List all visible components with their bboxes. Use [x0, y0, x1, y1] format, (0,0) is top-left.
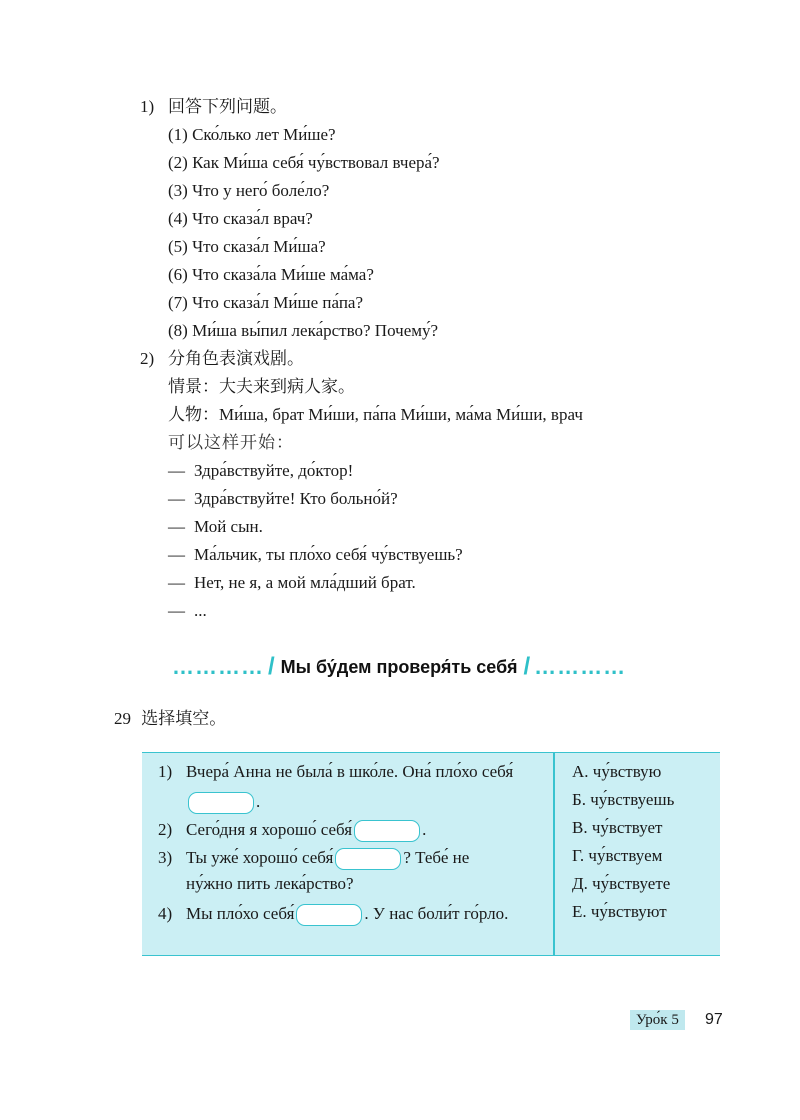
lesson-badge: Уро́к 5 — [630, 1010, 685, 1030]
exercise-box — [142, 752, 720, 956]
task2-characters: 人物：Ми́ша, брат Ми́ши, па́па Ми́ши, ма́ма Ми́ши, врач — [168, 405, 583, 424]
dialogue-text: Нет, не я, а мой мла́дший брат. — [194, 573, 416, 592]
answer-blank-4[interactable] — [296, 904, 362, 926]
question-2: (2) Как Ми́ша себя́ чу́вствовал вчера́? — [168, 153, 440, 172]
dialogue-text: Здра́вствуйте, до́ктор! — [194, 461, 354, 480]
item-3-line — [186, 847, 469, 870]
dialogue-text: Ма́льчик, ты пло́хо себя́ чу́вствуешь? — [194, 545, 463, 564]
section-heading — [172, 652, 672, 682]
item-3-line2: ну́жно пить лека́рство? — [186, 874, 354, 893]
exercise-title: 选择填空。 — [141, 709, 227, 728]
item-1-after: . — [256, 792, 261, 811]
task2-number: 2) — [140, 349, 155, 368]
section-dots-right: ………… — [534, 654, 627, 679]
item-3-number: 3) — [158, 848, 173, 867]
task2-start-hint: 可以这样开始： — [168, 433, 294, 452]
dialogue-dash: — — [168, 545, 185, 564]
section-slash-left: / — [268, 653, 275, 680]
question-6: (6) Что сказа́ла Ми́ше ма́ма? — [168, 265, 374, 284]
item-2-text: Сего́дня я хорошо́ себя́ — [186, 820, 353, 839]
dialogue-text: Мой сын. — [194, 517, 263, 536]
item-2-line — [186, 819, 426, 842]
section-dots-left: ………… — [172, 654, 264, 679]
dialogue-dash: — — [168, 489, 185, 508]
task1-title: 回答下列问题。 — [168, 97, 287, 116]
dialogue-line-5 — [168, 572, 416, 594]
option-v: В. чу́вствует — [572, 818, 663, 837]
dialogue-text: ... — [194, 601, 207, 620]
dialogue-line-3 — [168, 516, 263, 538]
question-4: (4) Что сказа́л врач? — [168, 209, 313, 228]
dialogue-line-2 — [168, 488, 398, 510]
task1-number: 1) — [140, 97, 155, 116]
question-7: (7) Что сказа́л Ми́ше па́па? — [168, 293, 364, 312]
item-1-number: 1) — [158, 762, 173, 781]
option-g: Г. чу́вствуем — [572, 846, 663, 865]
section-title: Мы бу́дем проверя́ть себя́ — [280, 656, 518, 677]
task2-title: 分角色表演戏剧。 — [168, 349, 304, 368]
exercise-number: 29 — [114, 709, 131, 728]
page-number: 97 — [705, 1011, 723, 1028]
item-3-after: ? Тебе́ не — [403, 848, 470, 867]
dialogue-dash: — — [168, 461, 185, 480]
item-4-line — [186, 903, 508, 926]
item-2-after: . — [422, 820, 427, 839]
question-1: (1) Ско́лько лет Ми́ше? — [168, 125, 336, 144]
question-3: (3) Что у него́ боле́ло? — [168, 181, 330, 200]
question-8: (8) Ми́ша вы́пил лека́рство? Почему́? — [168, 321, 439, 340]
dialogue-dash: — — [168, 601, 185, 620]
question-5: (5) Что сказа́л Ми́ша? — [168, 237, 326, 256]
task2-scene: 情景：大夫来到病人家。 — [168, 377, 355, 396]
item-4-after: . У нас боли́т го́рло. — [364, 904, 509, 923]
dialogue-line-6 — [168, 600, 207, 622]
item-3-text: Ты уже́ хорошо́ себя́ — [186, 848, 334, 867]
section-slash-right: / — [523, 653, 531, 680]
option-a: А. чу́вствую — [572, 762, 662, 781]
dialogue-dash: — — [168, 517, 185, 536]
item-1-text: Вчера́ Анна не была́ в шко́ле. Она́ пло́хо себя́ — [186, 762, 514, 781]
answer-blank-2[interactable] — [354, 820, 420, 842]
dialogue-text: Здра́вствуйте! Кто больно́й? — [194, 489, 398, 508]
dialogue-line-4 — [168, 544, 463, 566]
exercise-divider — [553, 753, 555, 955]
option-e: Е. чу́вствуют — [572, 902, 667, 921]
item-4-text: Мы пло́хо себя́ — [186, 904, 295, 923]
item-2-number: 2) — [158, 820, 173, 839]
dialogue-dash: — — [168, 573, 185, 592]
answer-blank-1[interactable] — [188, 792, 254, 814]
item-4-number: 4) — [158, 904, 173, 923]
option-b: Б. чу́вствуешь — [572, 790, 675, 809]
dialogue-line-1 — [168, 460, 353, 482]
option-d: Д. чу́вствуете — [572, 874, 671, 893]
item-1-line2 — [186, 791, 260, 814]
exercise-heading — [114, 708, 226, 730]
answer-blank-3[interactable] — [335, 848, 401, 870]
